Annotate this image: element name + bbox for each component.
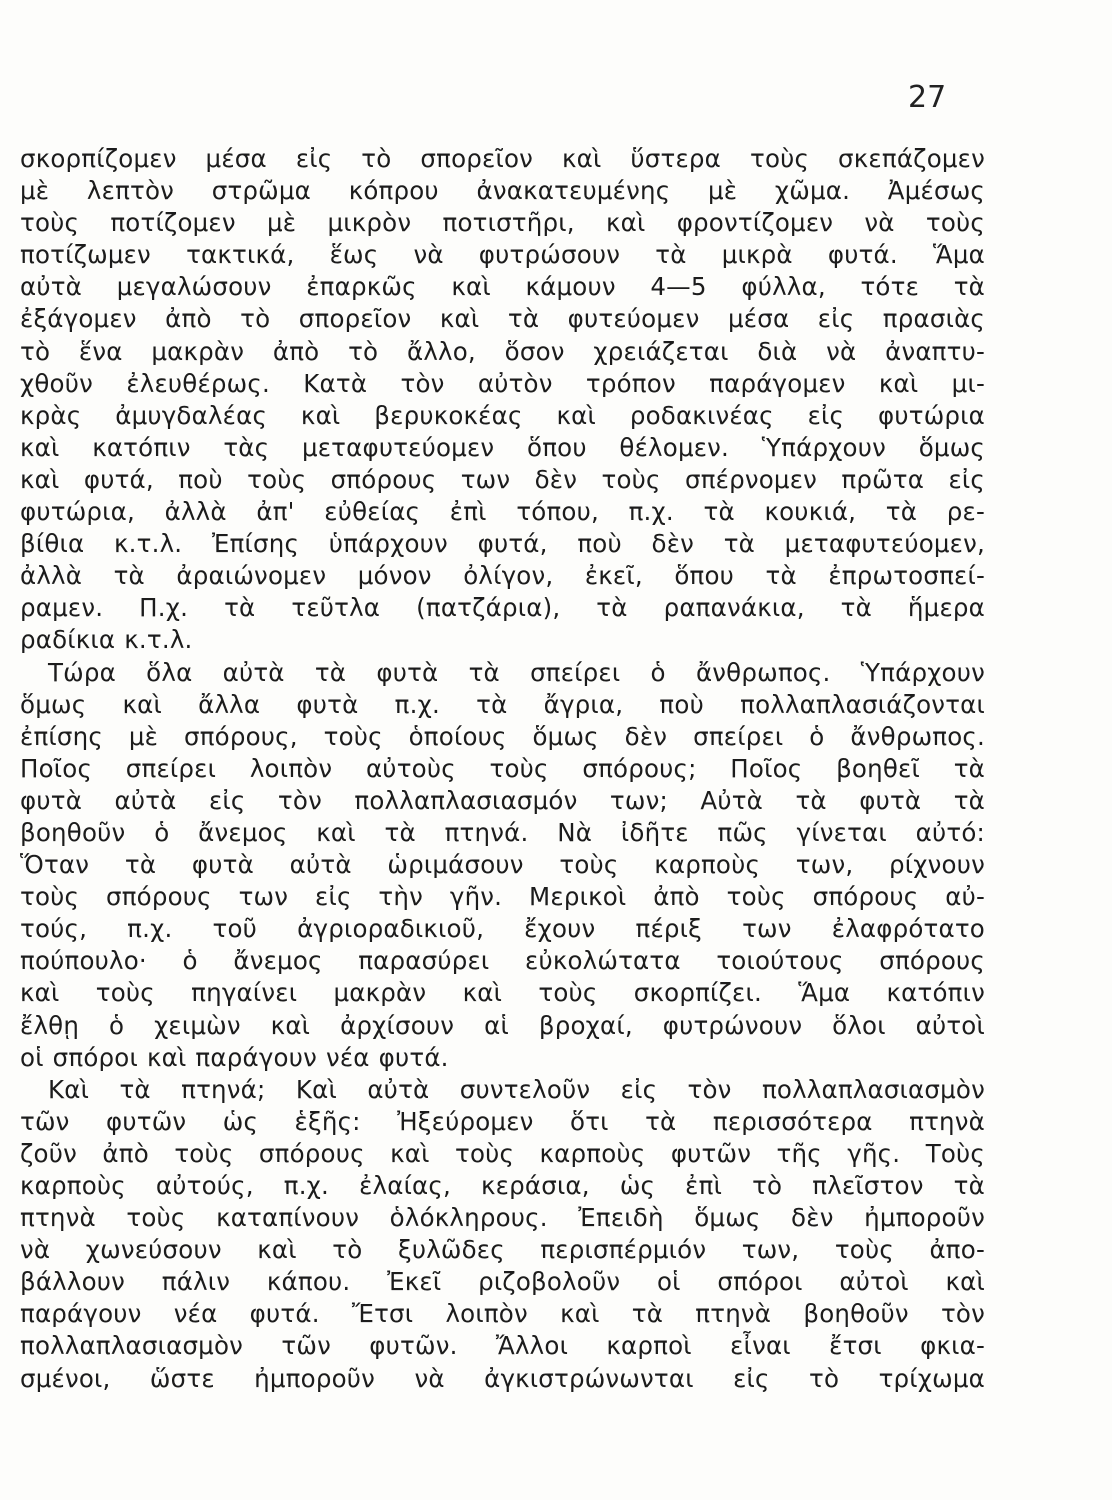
text-line: οἱ σπόροι καὶ παράγουν νέα φυτά. <box>20 1042 449 1072</box>
text-line: καὶ φυτά, ποὺ τοὺς σπόρους των δὲν τοὺς σπέρνομεν πρῶτα εἰς <box>20 464 985 494</box>
text-line: φυτὰ αὐτὰ εἰς τὸν πολλαπλασιασμόν των; Αὐτὰ τὰ φυτὰ τὰ <box>20 785 985 815</box>
text-line: βάλλουν πάλιν κάπου. Ἐκεῖ ριζοβολοῦν οἱ σπόροι αὐτοὶ καὶ <box>20 1267 985 1297</box>
text-line: αὐτὰ μεγαλώσουν ἐπαρκῶς καὶ κάμουν 4—5 φύλλα, τότε τὰ <box>20 272 985 302</box>
text-line: τὸ ἕνα μακρὰν ἀπὸ τὸ ἄλλο, ὅσον χρειάζεται διὰ νὰ ἀναπτυ- <box>20 336 985 366</box>
text-line: τούς, π.χ. τοῦ ἀγριοραδικιοῦ, ἔχουν πέριξ των ἐλαφρότατο <box>20 914 985 944</box>
text-line: τῶν φυτῶν ὡς ἑξῆς: Ἠξεύρομεν ὅτι τὰ περισσότερα πτηνὰ <box>20 1106 985 1136</box>
text-line: ἀλλὰ τὰ ἀραιώνομεν μόνον ὀλίγον, ἐκεῖ, ὅπου τὰ ἐπρωτοσπεί- <box>20 561 985 591</box>
text-line: ἔλθῃ ὁ χειμὼν καὶ ἀρχίσουν αἱ βροχαί, φυτρώνουν ὅλοι αὐτοὶ <box>20 1010 985 1040</box>
text-line: Τώρα ὅλα αὐτὰ τὰ φυτὰ τὰ σπείρει ὁ ἄνθρωπος. Ὑπάρχουν <box>48 657 985 687</box>
text-line: σκορπίζομεν μέσα εἰς τὸ σπορεῖον καὶ ὕστερα τοὺς σκεπάζομεν <box>20 144 985 173</box>
text-line: καὶ τοὺς πηγαίνει μακρὰν καὶ τοὺς σκορπίζει. Ἅμα κατόπιν <box>20 978 985 1008</box>
text-line: φυτώρια, ἀλλὰ ἀπ' εὐθείας ἐπὶ τόπου, π.χ. τὰ κουκιά, τὰ ρε- <box>20 497 985 527</box>
text-line: ποτίζωμεν τακτικά, ἕως νὰ φυτρώσουν τὰ μικρὰ φυτά. Ἅμα <box>20 240 985 270</box>
text-line: μὲ λεπτὸν στρῶμα κόπρου ἀνακατευμένης μὲ χῶμα. Ἀμέσως <box>20 176 985 206</box>
page-number: 27 <box>908 80 947 115</box>
text-line: Ὅταν τὰ φυτὰ αὐτὰ ὡριμάσουν τοὺς καρποὺς των, ρίχνουν <box>20 850 985 880</box>
text-line: Ποῖος σπείρει λοιπὸν αὐτοὺς τοὺς σπόρους; Ποῖος βοηθεῖ τὰ <box>20 753 985 783</box>
text-line: πολλαπλασιασμὸν τῶν φυτῶν. Ἄλλοι καρποὶ εἶναι ἔτσι φκια- <box>20 1331 985 1361</box>
text-line: καρποὺς αὐτούς, π.χ. ἐλαίας, κεράσια, ὡς ἐπὶ τὸ πλεῖστον τὰ <box>20 1171 985 1200</box>
text-line: σμένοι, ὥστε ἠμποροῦν νὰ ἀγκιστρώνωνται εἰς τὸ τρίχωμα <box>20 1363 985 1393</box>
text-line: τοὺς ποτίζομεν μὲ μικρὸν ποτιστῆρι, καὶ φροντίζομεν νὰ τοὺς <box>20 208 985 238</box>
text-line: βίθια κ.τ.λ. Ἐπίσης ὑπάρχουν φυτά, ποὺ δὲν τὰ μεταφυτεύομεν, <box>20 529 985 559</box>
body-text <box>20 143 985 1395</box>
text-line: ἐξάγομεν ἀπὸ τὸ σπορεῖον καὶ τὰ φυτεύομεν μέσα εἰς πρασιὰς <box>20 304 985 334</box>
text-line: ραδίκια κ.τ.λ. <box>20 625 193 655</box>
text-line: χθοῦν ἐλευθέρως. Κατὰ τὸν αὐτὸν τρόπον παράγομεν καὶ μι- <box>20 368 985 398</box>
text-line: πτηνὰ τοὺς καταπίνουν ὁλόκληρους. Ἐπειδὴ ὅμως δὲν ἠμποροῦν <box>20 1203 985 1233</box>
text-line: ὅμως καὶ ἄλλα φυτὰ π.χ. τὰ ἄγρια, ποὺ πολλαπλασιάζονται <box>20 689 985 719</box>
text-line: ραμεν. Π.χ. τὰ τεῦτλα (πατζάρια), τὰ ραπανάκια, τὰ ἥμερα <box>20 593 985 623</box>
text-line: νὰ χωνεύσουν καὶ τὸ ξυλῶδες περισπέρμιόν των, τοὺς ἀπο- <box>20 1235 985 1265</box>
text-line: βοηθοῦν ὁ ἄνεμος καὶ τὰ πτηνά. Νὰ ἰδῆτε πῶς γίνεται αὐτό: <box>20 817 985 847</box>
text-line: καὶ κατόπιν τὰς μεταφυτεύομεν ὅπου θέλομεν. Ὑπάρχουν ὅμως <box>20 432 985 462</box>
text-line: ζοῦν ἀπὸ τοὺς σπόρους καὶ τοὺς καρποὺς φυτῶν τῆς γῆς. Τοὺς <box>20 1138 985 1168</box>
text-line: παράγουν νέα φυτά. Ἔτσι λοιπὸν καὶ τὰ πτηνὰ βοηθοῦν τὸν <box>20 1299 985 1329</box>
text-line: τοὺς σπόρους των εἰς τὴν γῆν. Μερικοὶ ἀπὸ τοὺς σπόρους αὐ- <box>20 882 985 912</box>
text-line: ἐπίσης μὲ σπόρους, τοὺς ὁποίους ὅμως δὲν σπείρει ὁ ἄνθρωπος. <box>20 721 985 751</box>
text-line: κρὰς ἀμυγδαλέας καὶ βερυκοκέας καὶ ροδακινέας εἰς φυτώρια <box>20 400 985 430</box>
text-line: πούπουλο· ὁ ἄνεμος παρασύρει εὐκολώτατα τοιούτους σπόρους <box>20 946 985 976</box>
text-line: Καὶ τὰ πτηνά; Καὶ αὐτὰ συντελοῦν εἰς τὸν πολλαπλασιασμὸν <box>48 1074 985 1104</box>
